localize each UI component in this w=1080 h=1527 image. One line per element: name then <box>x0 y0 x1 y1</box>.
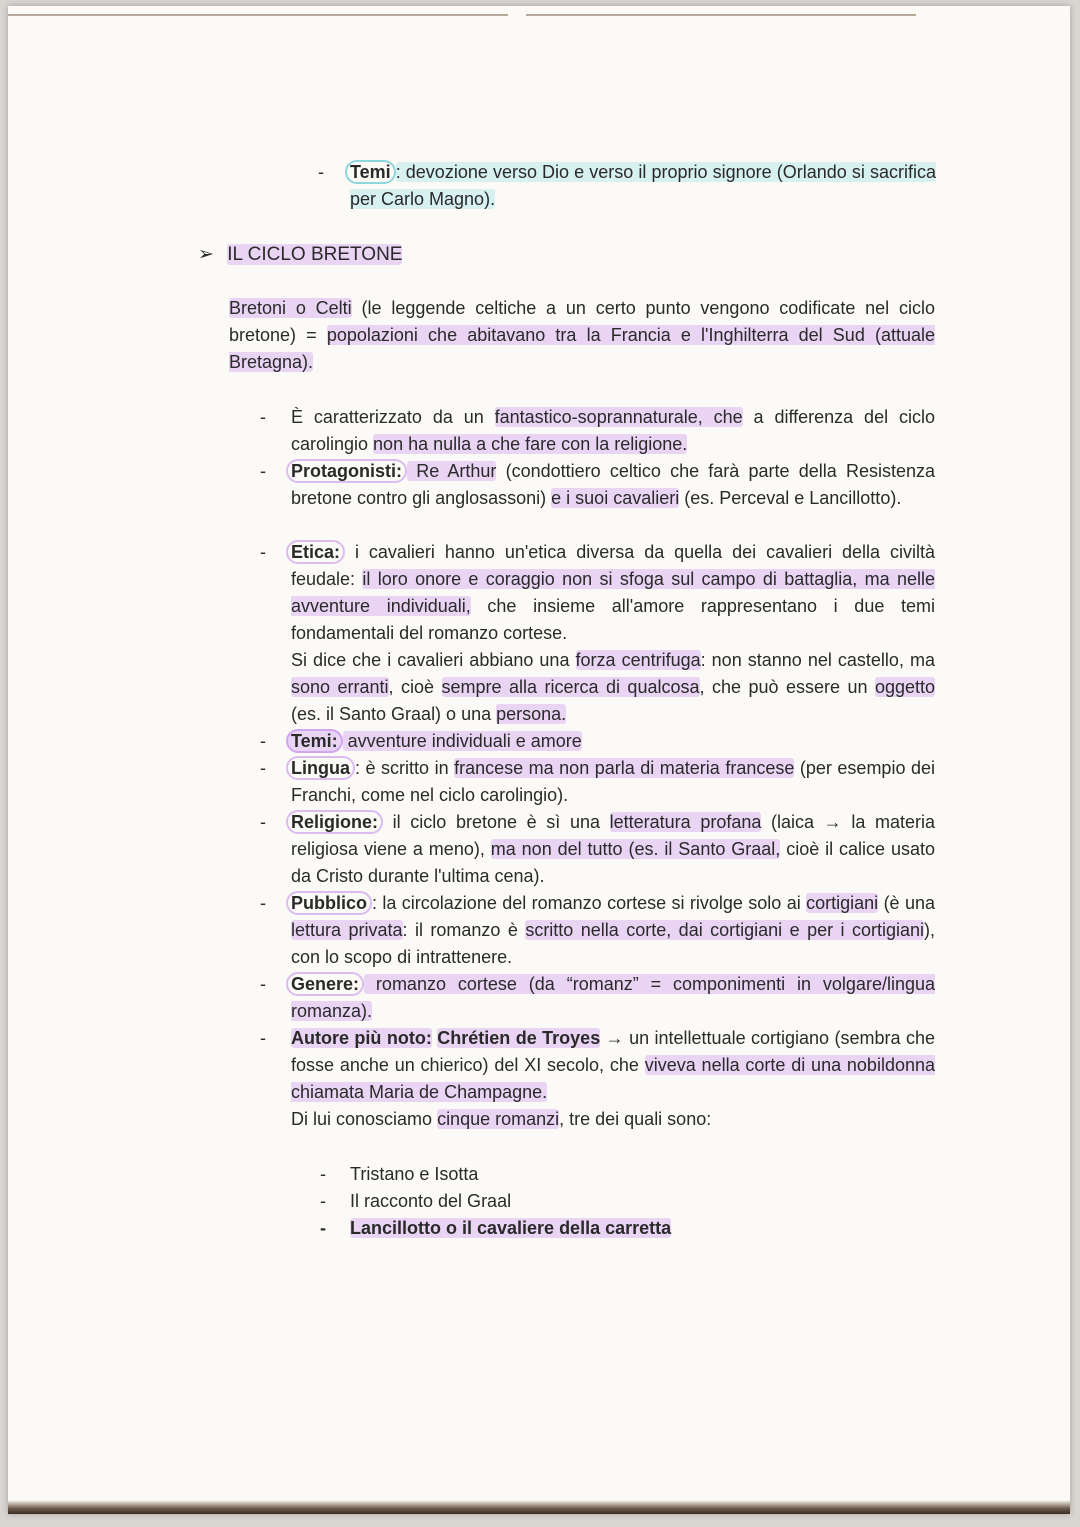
top-item-label: Temi <box>345 160 396 184</box>
etica-text-c: che insieme all'amore rappresentano i due temi fondamentali del romanzo cortese. <box>291 596 935 643</box>
etica-onore: il loro onore e coraggio non si sfoga sul campo di battaglia, ma nelle avventure individuali, <box>291 569 935 616</box>
caratt-text-a: È caratterizzato da un <box>291 407 495 427</box>
etica-ricerca: sempre alla ricerca di qualcosa <box>441 677 700 697</box>
item-caratterizzato <box>291 404 935 458</box>
genere-text: romanzo cortese (da “romanz” = componimenti in volgare/lingua romanza). <box>291 974 935 1021</box>
etica-text-h: , cioè <box>388 677 442 697</box>
dash-temi: - <box>260 731 266 751</box>
pubblico-lettura: lettura privata <box>291 920 403 940</box>
pubblico-text-a: : la circolazione del romanzo cortese si rivolge solo ai <box>372 893 807 913</box>
autore-text-e: , tre dei quali sono: <box>559 1109 712 1129</box>
religione-text-c: (laica → la materia religiosa viene a meno), <box>291 812 935 859</box>
intro-term: Bretoni o Celti <box>229 298 352 318</box>
item-autore <box>291 1025 935 1133</box>
religione-label: Religione: <box>286 810 383 834</box>
pubblico-text-g: ), con lo scopo di intrattenere. <box>291 920 935 967</box>
genere-label: Genere: <box>286 972 364 996</box>
pubblico-text-c: (è una <box>878 893 935 913</box>
temi-label: Temi: <box>286 729 343 753</box>
protagonisti-label: Protagonisti: <box>286 459 407 483</box>
intro-paragraph <box>229 295 935 376</box>
top-rule-right <box>526 14 916 16</box>
pubblico-corte: scritto nella corte, dai cortigiani e per i cortigiani <box>525 920 924 940</box>
etica-text-j: , che può essere un <box>699 677 875 697</box>
dash-genere: - <box>260 974 266 994</box>
item-protagonisti <box>291 458 935 512</box>
caratt-religione: non ha nulla a che fare con la religione. <box>373 434 688 454</box>
religione-text-a: il ciclo bretone è sì una <box>383 812 610 832</box>
item-etica <box>291 539 935 728</box>
protagonisti-cavalieri: e i suoi cavalieri <box>551 488 680 508</box>
item-genere <box>291 971 935 1025</box>
etica-oggetto: oggetto <box>874 677 936 697</box>
novel-3-title: Lancillotto o il cavaliere della carretta <box>350 1218 672 1238</box>
autore-text-a: → un intellettuale cortigiano (sembra che fosse anche un chierico) del XI secolo, che <box>291 1028 935 1075</box>
novel-1: Tristano e Isotta <box>350 1164 479 1184</box>
religione-graal: ma non del tutto (es. il Santo Graal, <box>490 839 781 859</box>
dash-autore: - <box>260 1028 266 1048</box>
intro-note: (le leggende celtiche a un certo punto vengono codificate nel ciclo bretone) = <box>229 298 935 345</box>
item-pubblico <box>291 890 935 971</box>
top-rule-left <box>8 14 508 16</box>
section-heading <box>198 241 402 268</box>
arrow-bullet-icon: ➢ <box>198 244 214 265</box>
autore-corte: viveva nella corte di una nobildonna chiamata Maria de Champagne. <box>291 1055 935 1102</box>
novel-3 <box>350 1215 671 1242</box>
pubblico-label: Pubblico <box>286 891 372 915</box>
novel-2: Il racconto del Graal <box>350 1191 512 1211</box>
notebook-page <box>8 6 1070 1514</box>
lingua-text-a: : è scritto in <box>355 758 455 778</box>
dash-caratt: - <box>260 407 266 427</box>
dash-pubblico: - <box>260 893 266 913</box>
pubblico-cortigiani: cortigiani <box>806 893 879 913</box>
etica-forza: forza centrifuga <box>575 650 701 670</box>
autore-cinque: cinque romanzi <box>437 1109 560 1129</box>
item-temi <box>291 728 935 755</box>
etica-text-d: Si dice che i cavalieri abbiano una <box>291 650 576 670</box>
protagonisti-arthur: Re Arthur <box>407 461 497 481</box>
etica-text-l: (es. il Santo Graal) o una <box>291 704 497 724</box>
dash-protagonisti: - <box>260 461 266 481</box>
etica-persona: persona. <box>496 704 567 724</box>
etica-label: Etica: <box>286 540 345 564</box>
top-item-text: : devozione verso Dio e verso il proprio signore (Orlando si sacrifica per Carlo Magno). <box>350 162 936 209</box>
autore-text-c: Di lui conosciamo <box>291 1109 438 1129</box>
dash-novel-1: - <box>320 1164 326 1184</box>
religione-profana: letteratura profana <box>609 812 762 832</box>
section-title: IL CICLO BRETONE <box>227 244 403 265</box>
protagonisti-desc: (condottiero celtico che farà parte della Resistenza bretone contro gli anglosassoni) <box>291 461 935 508</box>
item-religione <box>291 809 935 890</box>
caratt-text-c: a differenza del ciclo carolingio <box>291 407 935 454</box>
etica-text-f: : non stanno nel castello, ma <box>700 650 935 670</box>
temi-text: avventure individuali e amore <box>342 731 582 751</box>
autore-name: Chrétien de Troyes <box>437 1028 601 1048</box>
dash-novel-2: - <box>320 1191 326 1211</box>
top-item <box>350 159 936 213</box>
lingua-label: Lingua <box>286 756 355 780</box>
protagonisti-es: (es. Perceval e Lancillotto). <box>679 488 902 508</box>
etica-erranti: sono erranti <box>291 677 389 697</box>
autore-label: Autore più noto: <box>291 1028 432 1048</box>
intro-definition: popolazioni che abitavano tra la Francia e l'Inghilterra del Sud (attuale Bretagna). <box>229 325 936 372</box>
etica-text-a: i cavalieri hanno un'etica diversa da quella dei cavalieri della civiltà feudale: <box>291 542 935 589</box>
item-lingua <box>291 755 935 809</box>
dash-temi-top: - <box>318 162 324 182</box>
caratt-fantastico: fantastico-soprannaturale, che <box>494 407 743 427</box>
page-bottom-edge <box>8 1500 1070 1514</box>
religione-text-e: cioè il calice usato da Cristo durante l'ultima cena). <box>291 839 935 886</box>
dash-religione: - <box>260 812 266 832</box>
pubblico-text-e: : il romanzo è <box>402 920 526 940</box>
lingua-francese: francese ma non parla di materia francese <box>454 758 795 778</box>
dash-etica: - <box>260 542 266 562</box>
lingua-text-c: (per esempio dei Franchi, come nel ciclo carolingio). <box>291 758 935 805</box>
dash-lingua: - <box>260 758 266 778</box>
dash-novel-3: - <box>320 1218 326 1238</box>
